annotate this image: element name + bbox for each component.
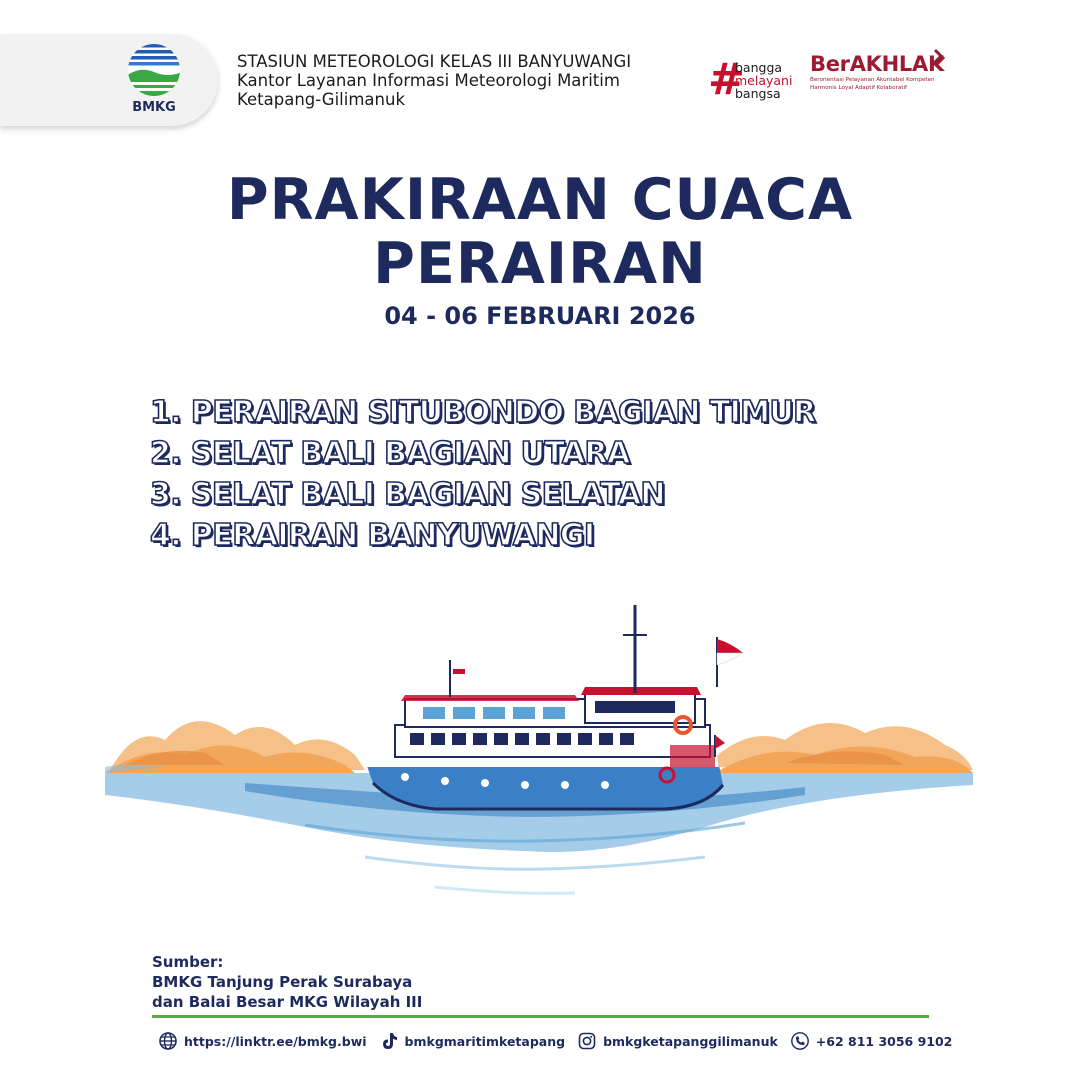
- website-link[interactable]: [158, 1031, 367, 1051]
- title-line-2: PERAIRAN: [373, 231, 707, 297]
- phone-link[interactable]: [790, 1031, 953, 1051]
- berakhlak-sub-2: Harmonis Loyal Adaptif Kolaboratif: [810, 85, 907, 91]
- tiktok-link[interactable]: [379, 1031, 566, 1051]
- bmkg-emblem-icon: [126, 42, 182, 98]
- berakhlak-sub-1: Berorientasi Pelayanan Akuntabel Kompeten: [810, 77, 935, 83]
- tiktok-icon: [379, 1031, 399, 1051]
- source-line-2: dan Balai Besar MKG Wilayah III: [152, 993, 423, 1011]
- station-line-1: STASIUN METEOROLOGI KELAS III BANYUWANGI: [237, 52, 632, 71]
- bmkg-logo-text: BMKG: [132, 100, 176, 115]
- area-item: 3. SELAT BALI BAGIAN SELATAN: [150, 477, 665, 512]
- bangga-line-3: bangsa: [735, 86, 781, 101]
- tiktok-text: bmkgmaritimketapang: [404, 1033, 566, 1049]
- source-line-1: BMKG Tanjung Perak Surabaya: [152, 973, 413, 991]
- ferry-ship: [363, 605, 743, 809]
- instagram-icon: [577, 1031, 597, 1051]
- area-item: 4. PERAIRAN BANYUWANGI: [150, 518, 595, 553]
- berakhlak-word: BerAKHLAK: [810, 52, 944, 76]
- ferry-illustration: [105, 595, 975, 925]
- title-line-1: PRAKIRAAN CUACA: [226, 167, 854, 233]
- bangga-hash: #: [708, 54, 745, 105]
- globe-icon: [158, 1031, 178, 1051]
- area-item: 1. PERAIRAN SITUBONDO BAGIAN TIMUR: [150, 395, 816, 430]
- station-line-3: Ketapang-Gilimanuk: [237, 90, 405, 109]
- phone-text: +62 811 3056 9102: [815, 1033, 953, 1049]
- area-item: 2. SELAT BALI BAGIAN UTARA: [150, 436, 630, 471]
- bangga-line-1: bangga: [735, 60, 783, 75]
- phone-icon: [790, 1031, 810, 1051]
- instagram-text: bmkgketapanggilimanuk: [603, 1033, 778, 1049]
- bangga-words: [735, 61, 792, 100]
- instagram-link[interactable]: [577, 1031, 778, 1051]
- berakhlak-logo: [810, 52, 960, 102]
- berakhlak-arrow-icon: [932, 48, 946, 68]
- station-name-block: [237, 52, 707, 109]
- bangga-melayani-bangsa-logo: [708, 54, 808, 105]
- source-divider: [152, 1015, 929, 1018]
- bangga-line-2: melayani: [735, 73, 793, 88]
- source-block: [152, 952, 652, 1012]
- source-label: Sumber:: [152, 953, 224, 971]
- date-range: 04 - 06 FEBRUARI 2026: [384, 302, 696, 330]
- station-line-2: Kantor Layanan Informasi Meteorologi Maritim: [237, 71, 620, 90]
- social-footer: [158, 1030, 964, 1052]
- website-text: https://linktr.ee/bmkg.bwi: [184, 1033, 367, 1049]
- forecast-areas-list: [150, 392, 970, 556]
- page-title: [0, 168, 1080, 296]
